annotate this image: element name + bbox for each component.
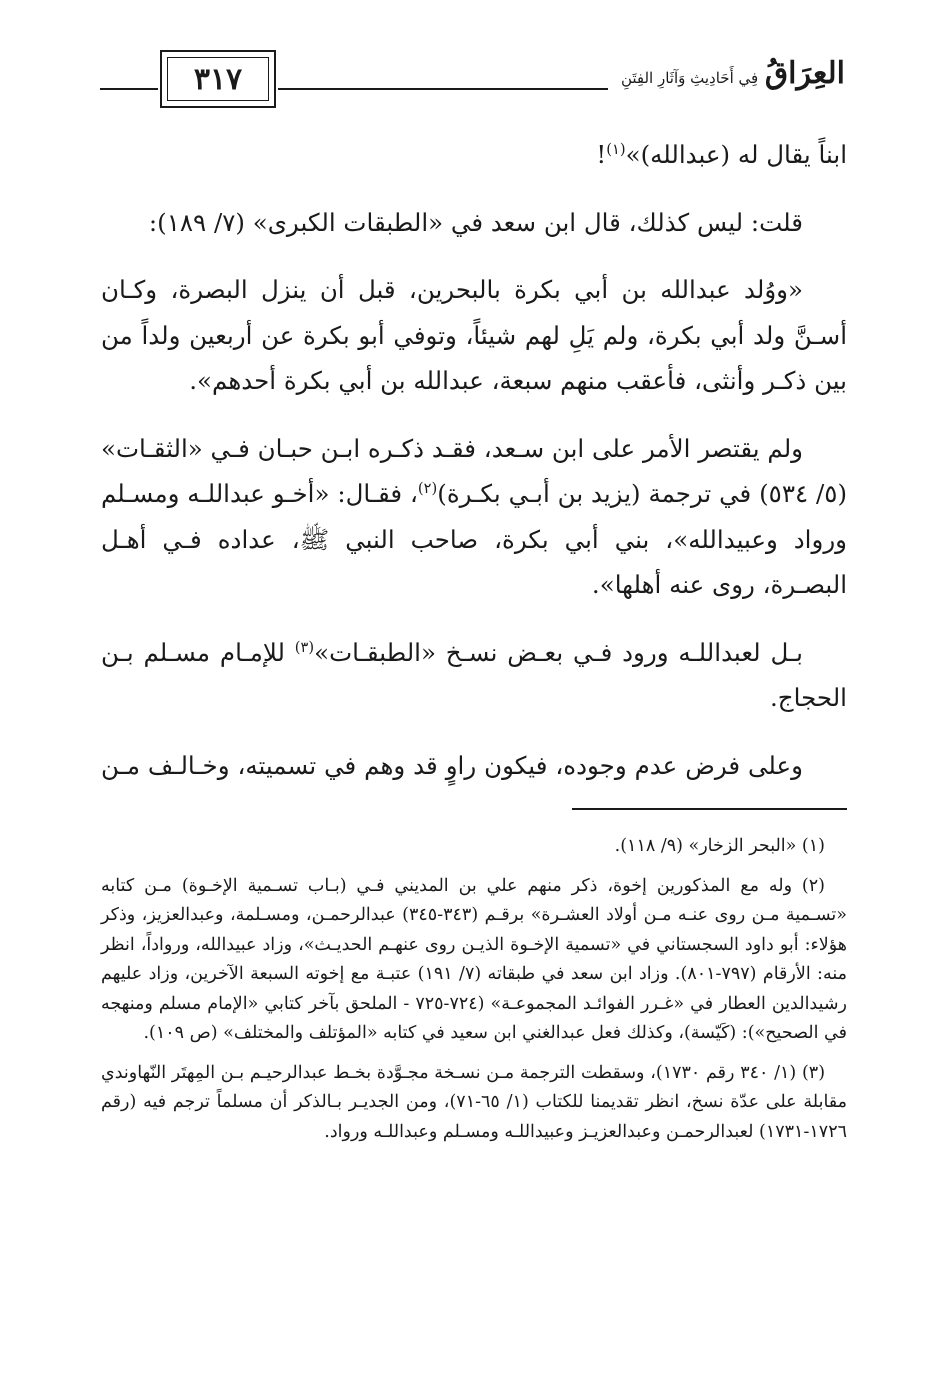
footnote-1: (١) «البحر الزخار» (٩/ ١١٨). [614,836,825,856]
paragraph-5-text-b: للإمـام مسـلم بـن الحجاج. [101,637,847,712]
footnote-ref-1: (١) [606,140,626,158]
page-header [100,46,845,116]
footnote-3: (٣) (١/ ٣٤٠ رقم ١٧٣٠)، وسقطت الترجمة مـن نسـخة مجـوَّدة بخـط عبدالرحيـم بـن المِهتَر النّهاوندي مقابلة على عدّة نسخ، انظر تقديمنا للكتاب (١/ ٦٥-٧١)، ومن الجديـر بـالذكر أن مسلماً ترجم فيه (رقم ١٧٢٦-١٧٣١) لعبدالرحمـن وعبدالعزيـز وعبيداللـه ومسـلم وعبداللـه ورواد. [101,1062,848,1142]
header-rule-middle [278,88,608,90]
running-title-sub: فِي أَحَادِيثِ وَآثَارِ الفِتَنِ [620,69,759,87]
paragraph-6: وعلى فرض عدم وجوده، فيكون راوٍ قد وهم في تسميته، وخـالـف مـن [101,750,803,780]
paragraph-1-end: ! [596,140,607,169]
paragraph-4 [101,426,847,608]
paragraph-5 [101,630,847,721]
page-number: ٣١٧ [167,57,269,101]
paragraph-1-text: ابناً يقال له (عبدالله)» [625,140,847,169]
paragraph-3: «ووُلد عبدالله بن أبي بكرة بالبحرين، قبل أن ينزل البصرة، وكـان أسـنَّ ولد أبي بكرة، ولم يَلِ لهم شيئاً، وتوفي أبو بكرة عن أربعين ولداً من بين ذكـر وأنثى، فأعقب منهم سبعة، عبدالله بن أبي بكرة أحدهم». [101,275,847,395]
footnote-2: (٢) وله مع المذكورين إخوة، ذكر منهم علي بن المديني فـي (بـاب تسـمية الإخـوة) مـن كتابه «تسـمية مـن روى عنـه مـن أولاد العشـرة» برقـم (٣٤٣-٣٤٥) عبدالرحمـن، ومسـلمة، وعبدالعزيز، وذكر هؤلاء: أبو داود السجستاني في «تسمية الإخـوة الذيـن روى عنهـم الحديـث»، وزاد عبيدالله، ورواداً، انظر منه: الأرقام (٧٩٧-٨٠١). وزاد ابن سعد في طبقاته (٧/ ١٩١) عتبـة مع إخوته السبعة الآخرين، وزاد عليهم رشيدالدين العطار في «غـرر الفوائـد المجموعـة» (٧٢٤-٧٢٥ - الملحق بآخر كتابي «الإمام مسلم ومنهجه في الصحيح»): (كَيّسة)، وكذلك فعل عبدالغني ابن سعيد في كتابه «المؤتلف والمختلف» (ص ١٠٩). [101,875,848,1043]
body-text [101,132,847,810]
paragraph-2: قلت: ليس كذلك، قال ابن سعد في «الطبقات الكبرى» (٧/ ١٨٩): [148,207,803,237]
page-number-frame [160,50,276,108]
footnote-ref-2: (٢) [417,479,438,497]
running-title [621,56,845,91]
footnote-separator [572,808,847,810]
paragraph-5-text-a: بـل لعبداللـه ورود فـي بعـض نسـخ «الطبقـات» [314,637,803,667]
footnotes [101,832,847,1157]
paragraph-4-text-a: ولم يقتصر الأمر على ابن سـعد، فقـد ذكـره ابـن حبـان فـي «الثقـات» (٥/ ٥٣٤) في ترجمة (يزيد بن أبـي بكـرة) [101,433,847,508]
paragraph-4-text-b: ، فقـال: «أخـو عبداللـه ومسـلم ورواد وعبيدالله»، بني أبي بكرة، صاحب النبي ﷺ، عداده فـي أهـل البصـرة، روى عنه أهلها». [101,479,847,599]
footnote-ref-3: (٣) [294,638,315,656]
paragraph-1 [101,132,847,178]
running-title-main: العِرَاقُ [764,56,845,91]
header-rule-left [100,88,158,90]
